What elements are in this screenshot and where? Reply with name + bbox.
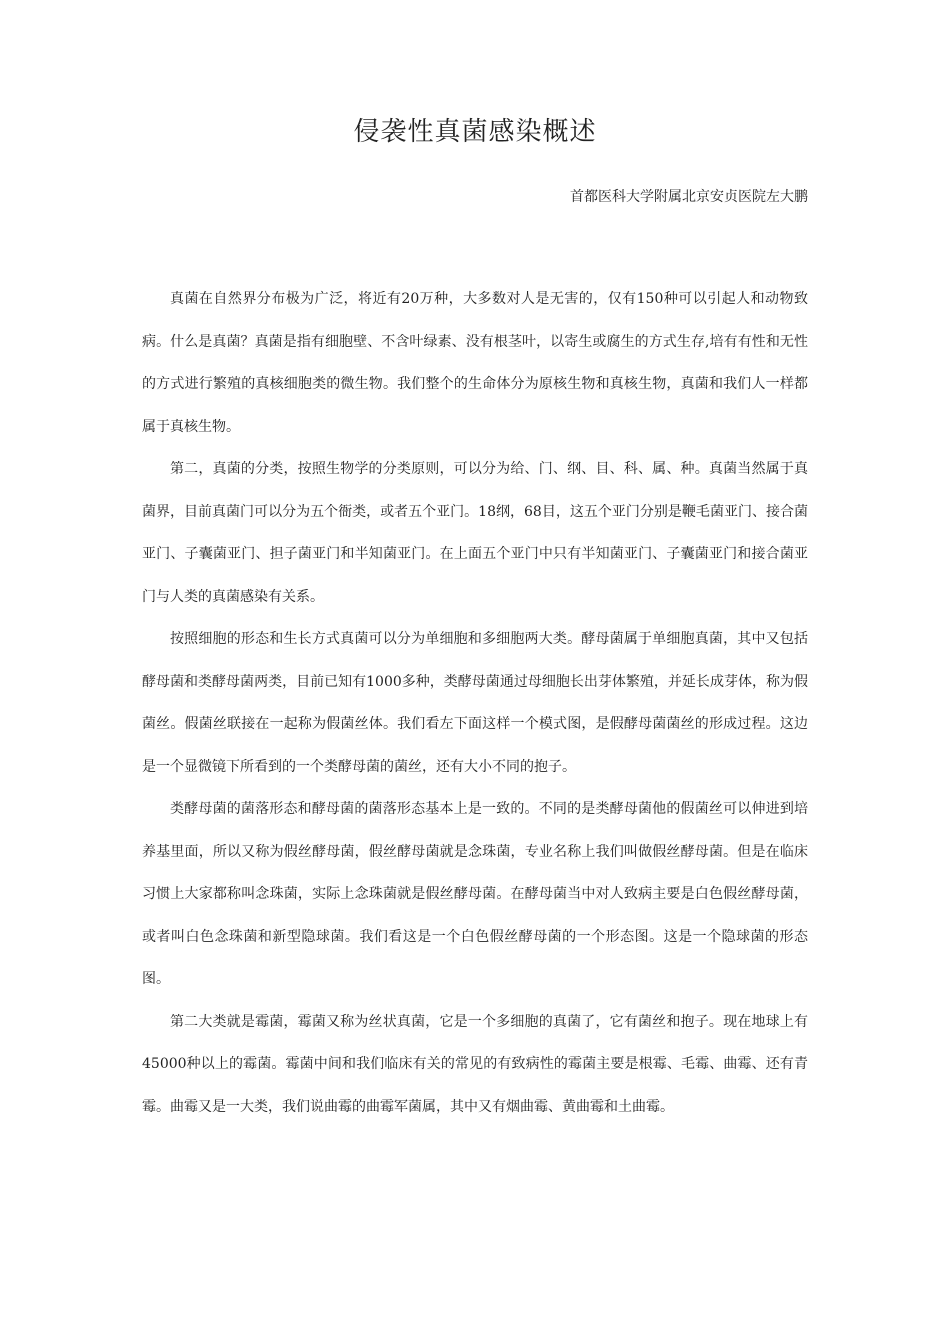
paragraph: 类酵母菌的菌落形态和酵母菌的菌落形态基本上是一致的。不同的是类酵母菌他的假菌丝可以伸进到培养基里面，所以又称为假丝酵母菌，假丝酵母菌就是念珠菌，专业名称上我们叫做假丝酵母菌。但是在临床习惯上大家都称叫念珠菌，实际上念珠菌就是假丝酵母菌。在酵母菌当中对人致病主要是白色假丝酵母菌，或者叫白色念珠菌和新型隐球菌。我们看这是一个白色假丝酵母菌的一个形态图。这是一个隐球菌的形态图。 [142, 801, 808, 987]
document-body [142, 278, 808, 1128]
paragraph: 按照细胞的形态和生长方式真菌可以分为单细胞和多细胞两大类。酵母菌属于单细胞真菌，其中又包括酵母菌和类酵母菌两类，目前已知有1000多种，类酵母菌通过母细胞长出芽体繁殖，并延长成芽体，称为假菌丝。假菌丝联接在一起称为假菌丝体。我们看左下面这样一个模式图，是假酵母菌菌丝的形成过程。这边是一个显微镜下所看到的一个类酵母菌的菌丝，还有大小不同的抱子。 [142, 631, 808, 775]
page-title: 侵袭性真菌感染概述 [353, 117, 597, 147]
paragraph: 第二大类就是霉菌，霉菌又称为丝状真菌，它是一个多细胞的真菌了，它有菌丝和抱子。现在地球上有45000种以上的霉菌。霉菌中间和我们临床有关的常见的有致病性的霉菌主要是根霉、毛霉、曲霉、还有青霉。曲霉又是一大类，我们说曲霉的曲霉军菌属，其中又有烟曲霉、黄曲霉和土曲霉。 [142, 1013, 808, 1115]
paragraph: 第二，真菌的分类，按照生物学的分类原则，可以分为给、门、纲、目、科、属、种。真菌当然属于真菌界，目前真菌门可以分为五个衙类，或者五个亚门。18纲，68目，这五个亚门分别是鞭毛菌亚门、接合菌亚门、子囊菌亚门、担子菌亚门和半知菌亚门。在上面五个亚门中只有半知菌亚门、子囊菌亚门和接合菌亚门与人类的真菌感染有关系。 [142, 461, 808, 605]
author-line: 首都医科大学附属北京安贞医院左大鹏 [570, 189, 808, 205]
paragraph: 真菌在自然界分布极为广泛，将近有20万种，大多数对人是无害的，仅有150种可以引起人和动物致病。什么是真菌？真菌是指有细胞壁、不含叶绿素、没有根茎叶，以寄生或腐生的方式生存,培有有性和无性的方式进行繁殖的真核细胞类的微生物。我们整个的生命体分为原核生物和真核生物，真菌和我们人一样都属于真核生物。 [142, 291, 808, 435]
